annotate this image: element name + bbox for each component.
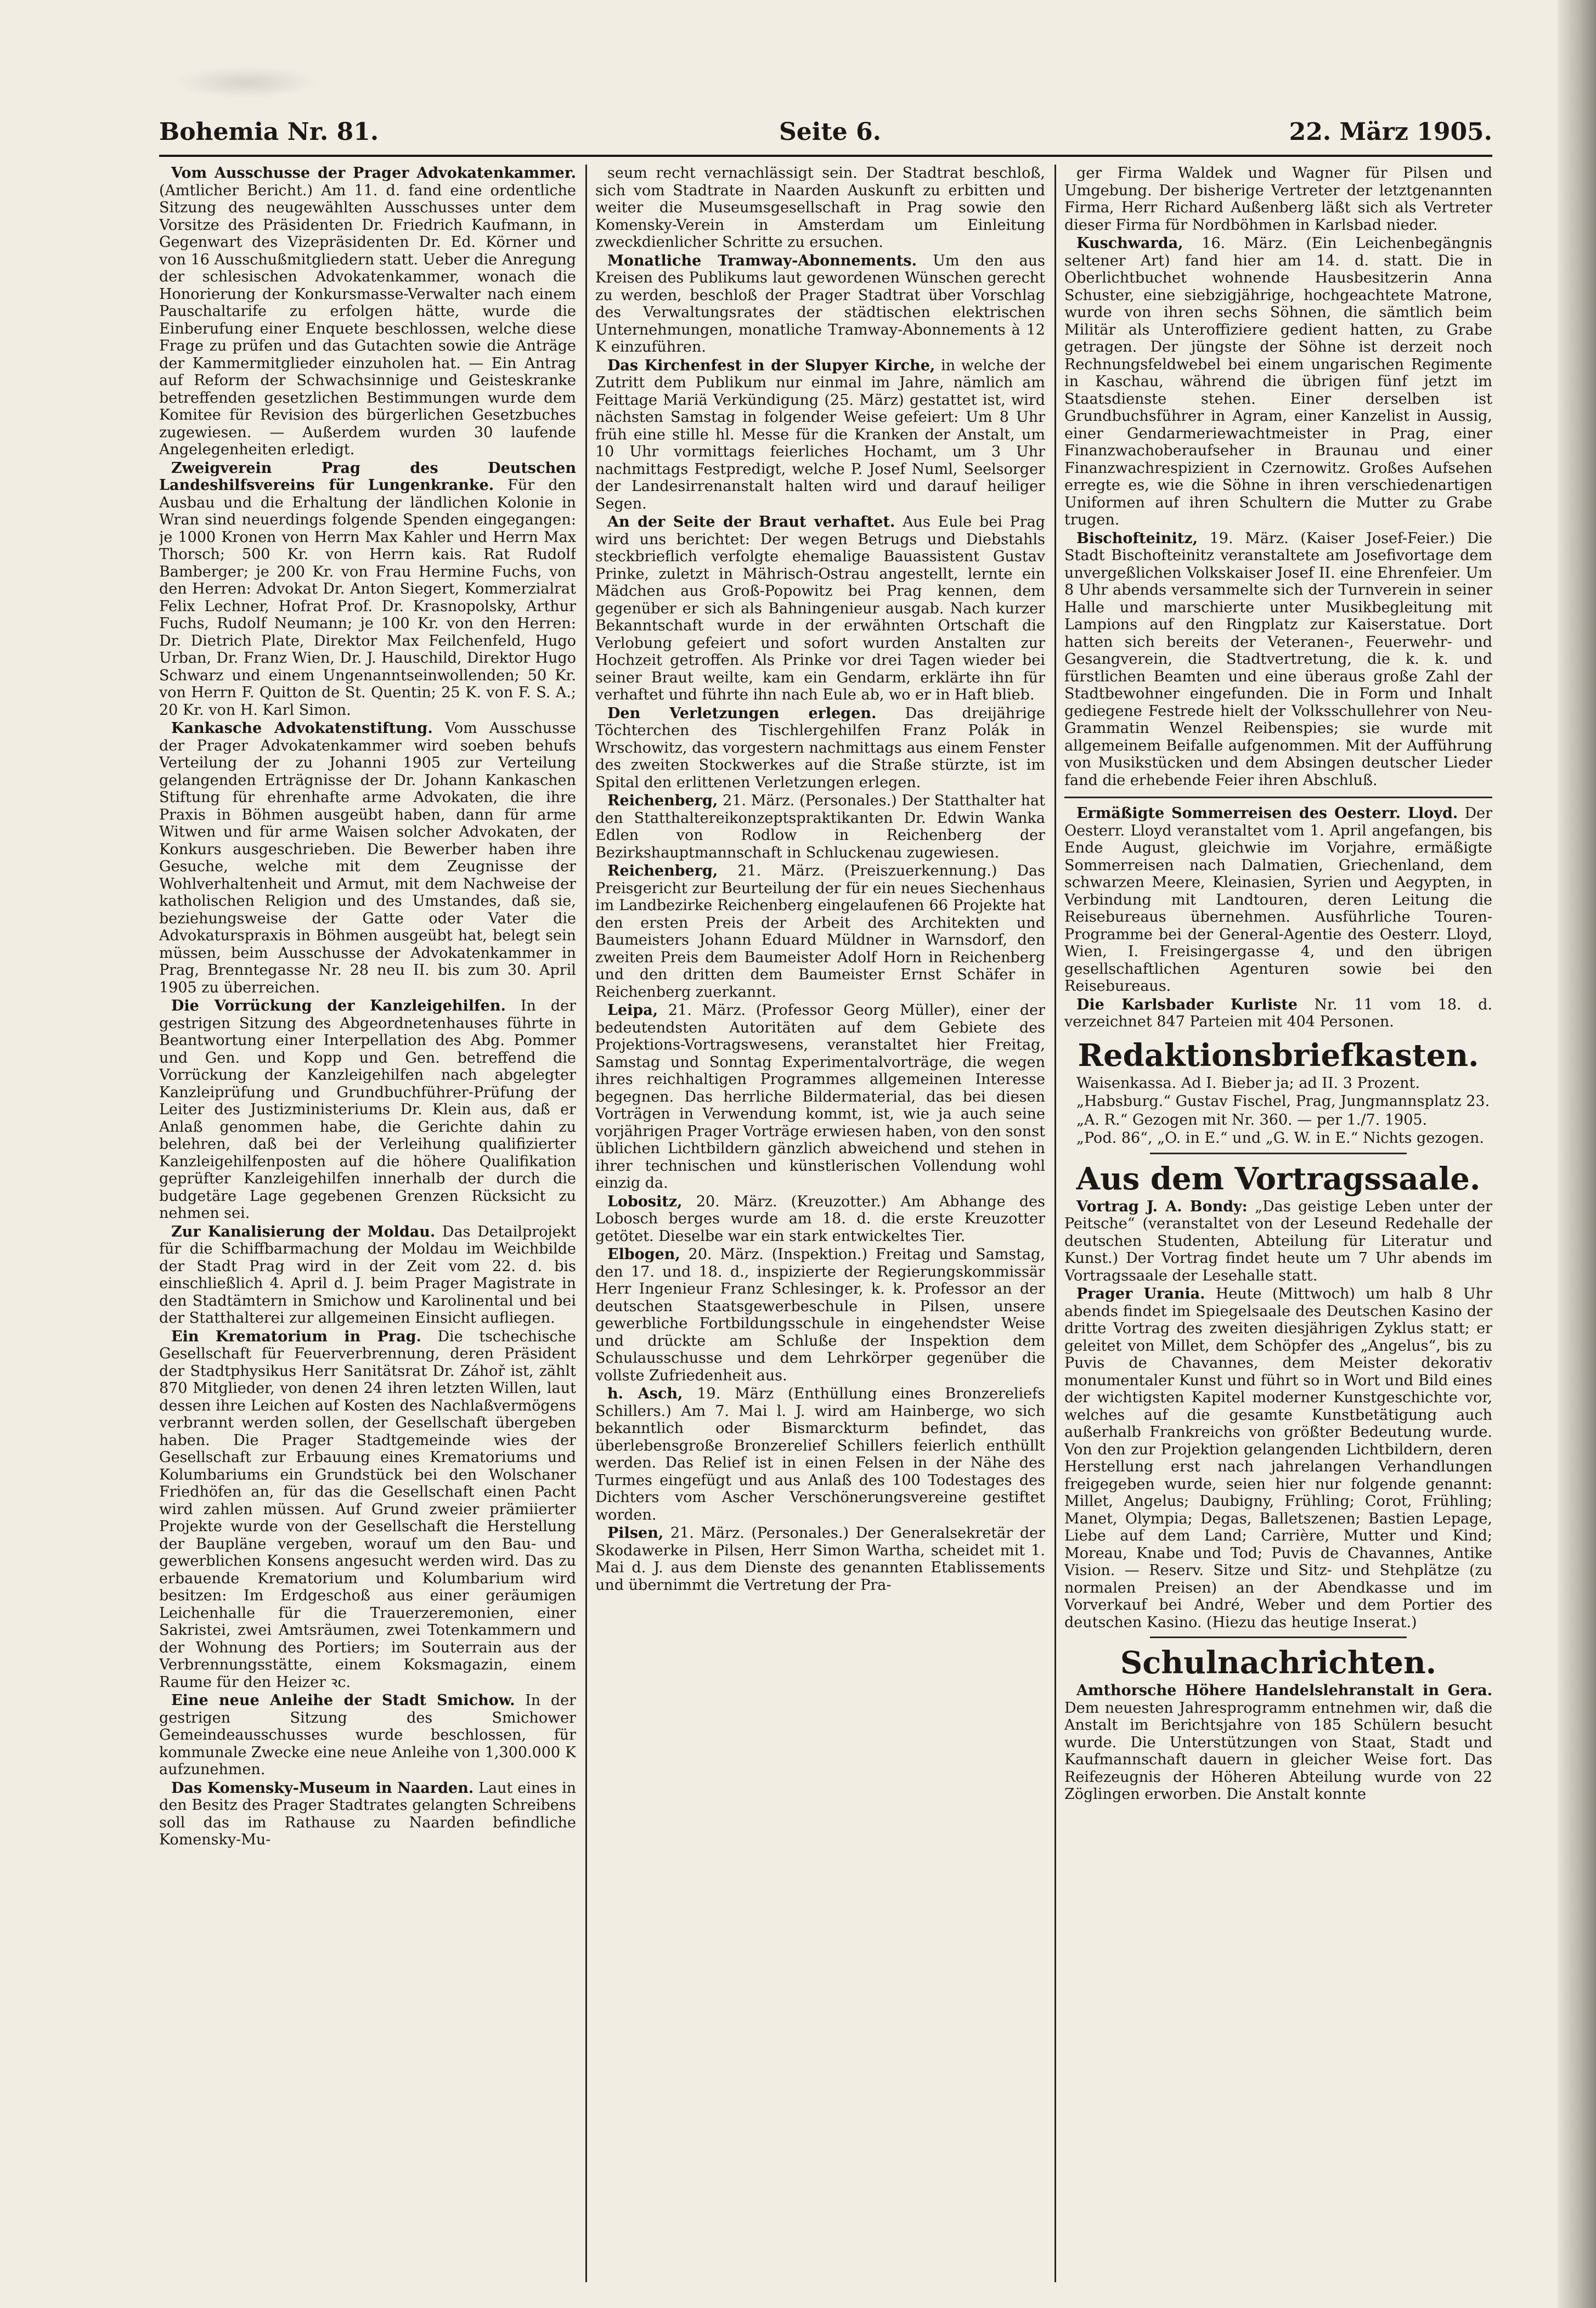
issue-date: 22. März 1905. <box>1289 118 1492 146</box>
news-headline: Pilsen, <box>607 1525 664 1542</box>
news-text: 21. März. (Personales.) Der Statthalter hat den Statthaltereikonzeptspraktikanten Dr. Edwin Wanka Edlen von Rodlow in Reichenberg der Bezirkshauptmannschaft in Schluckenau zugewiesen. <box>595 792 1045 861</box>
news-item <box>1064 805 1492 995</box>
news-item <box>595 513 1045 704</box>
news-headline: Zweigverein Prag des Deutschen Landeshilfsvereins für Lungenkranke. <box>159 459 576 494</box>
news-item <box>1064 1285 1492 1631</box>
news-item <box>595 357 1045 513</box>
column-3 <box>1064 165 1492 2282</box>
news-item <box>1064 1198 1492 1285</box>
news-headline: Reichenberg, <box>607 792 718 809</box>
news-text: Laut eines in den Besitz des Prager Stadtrates gelangten Schreibens soll das im Rathause zu Naarden befindliche Komensky-Mu- <box>159 1779 576 1848</box>
news-item <box>595 862 1045 1001</box>
news-headline: Vortrag J. A. Bondy: <box>1076 1198 1248 1215</box>
news-headline: Kankasche Advokatenstiftung. <box>171 720 433 737</box>
news-item <box>595 1193 1045 1245</box>
news-item <box>159 1328 576 1691</box>
news-text: In der gestrigen Sitzung des Smichower Gemeindeausschusses wurde beschlossen, für kommunale Zwecke eine neue Anleihe von 1,300.000 K aufzunehmen. <box>159 1692 576 1778</box>
page-number: Seite 6. <box>779 118 882 146</box>
news-headline: Elbogen, <box>607 1246 680 1263</box>
news-headline: Lobositz, <box>607 1193 683 1210</box>
news-headline: Monatliche Tramway-Abonnements. <box>607 252 917 269</box>
news-text: Der Oesterr. Lloyd veranstaltet vom 1. April angefangen, bis Ende August, gleichwie im Vorjahre, ermäßigte Sommerreisen nach Dalmatien, Griechenland, dem schwarzen Meere, Kleinasien, Syrien und Aegypten, in Verbindung mit Landtouren, deren Leitung die Reisebureaus übernehmen. Ausführliche Touren-Programme bei der General-Agentie des Oesterr. Lloyd, Wien, I. Freisingergasse 4, und den übrigen gesellschaftlichen Agenturen sowie bei den Reisebureaus. <box>1064 805 1492 995</box>
section-title-vortrag: Aus dem Vortragssaale. <box>1076 1160 1481 1197</box>
news-text: Heute (Mittwoch) um halb 8 Uhr abends findet im Spiegelsaale des Deutschen Kasino der dritte Vortrag des zweiten diesjährigen Zyklus statt; er geleitet von Millet, dem Schöpfer des „Angelus“, bis zu Puvis de Chavannes, dem Meister dekorativ monumentaler Kunst und führt so in Wort und Bild eines der wichtigsten Kapitel moderner Kunstgeschichte vor, welches auf die gesamte Kunstbetätigung auch außerhalb Frankreichs von größter Bedeutung wurde. Von den zur Projektion gelangenden Lichtbildern, deren Herstellung erst nach jahrelangen Verhandlungen freigegeben wurde, seien hier nur folgende genannt: Millet, Angelus; Daubigny, Frühling; Corot, Frühling; Manet, Olympia; Degas, Balletszenen; Bastien Lepage, Liebe auf dem Land; Carrière, Mutter und Kind; Moreau, Knabe und Tod; Puvis de Chavannes, Antike Vision. — Reserv. Sitze und Sitz- und Stehplätze (zu normalen Preisen) an der Abendkasse und im Vorverkauf bei André, Weber und dem Portier des deutschen Kasino. (Hiezu das heutige Inserat.) <box>1064 1285 1492 1631</box>
news-text: 21. März. (Personales.) Der Generalsekretär der Skodawerke in Pilsen, Herr Simon Wartha, scheidet mit 1. Mai d. J. aus dem Dienste des genannten Etablissements und übernimmt die Vertretung der Pra- <box>595 1525 1045 1594</box>
news-item <box>159 720 576 996</box>
letterbox-item: Waisenkassa. Ad I. Bieber ja; ad II. 3 Prozent. <box>1076 1074 1420 1092</box>
section-rule <box>1150 1153 1407 1154</box>
news-headline: Den Verletzungen erlegen. <box>607 704 877 722</box>
news-headline: An der Seite der Braut verhaftet. <box>607 513 895 531</box>
news-item <box>595 1385 1045 1523</box>
section-rule <box>1064 797 1492 798</box>
news-text: Um den aus Kreisen des Publikums laut gewordenen Wünschen gerecht zu werden, beschloß der Prager Stadtrat über Vorschlag des Verwaltungsrates der städtischen elektrischen Unternehmungen, monatliche Tramway-Abonnements à 12 K einzuführen. <box>595 252 1045 355</box>
news-text: Das Detailprojekt für die Schiffbarmachung der Moldau im Weichbilde der Stadt Prag wird in der Zeit vom 22. d. bis einschließlich 4. April d. J. beim Prager Magistrate in den Stadtämtern in Smichow und Karolinental und bei der Statthalterei zur allgemeinen Einsicht aufliegen. <box>159 1223 576 1327</box>
news-headline: Amthorsche Höhere Handelslehranstalt in Gera. <box>1076 1682 1492 1699</box>
news-item <box>159 997 576 1222</box>
header-rule <box>159 155 1492 157</box>
column-2 <box>595 165 1045 2282</box>
news-headline: Das Komensky-Museum in Naarden. <box>171 1779 474 1797</box>
letterbox-item: „Pod. 86“, „O. in E.“ und „G. W. in E.“ Nichts gezogen. <box>1076 1130 1485 1147</box>
news-text: 21. März. (Professor Georg Müller), einer der bedeutendsten Autoritäten auf dem Gebiete des Projektions-Vortragswesens, veranstaltet hier Freitag, Samstag und Sonntag Experimentalvorträge, die wegen ihres reichhaltigen Programmes allgemeinen Interesse begegnen. Das herrliche Bildermaterial, das bei diesen Vorträgen in Verwendung kommt, ist, wie ja auch seine vorjährigen Prager Vorträge erwiesen haben, von den sonst üblichen Lichtbildern gänzlich abweichend und stehen in ihrer technischen und künstlerischen Vollendung wohl einzig da. <box>595 1002 1045 1192</box>
news-headline: Ein Krematorium in Prag. <box>171 1328 421 1345</box>
scan-edge-shadow <box>1558 0 1596 2308</box>
column-rule <box>1054 165 1056 2282</box>
news-item <box>159 1780 576 1849</box>
scan-smudge <box>176 66 318 99</box>
news-text: ger Firma Waldek und Wagner für Pilsen und Umgebung. Der bisherige Vertreter der letztgenannten Firma, Herr Richard Außenberg läßt sich als Vertreter dieser Firma für Nordböhmen in Karlsbad nieder. <box>1064 165 1492 234</box>
letterbox-item: „A. R.“ Gezogen mit Nr. 360. — per 1./7. 1905. <box>1076 1111 1428 1128</box>
news-headline: Ermäßigte Sommerreisen des Oesterr. Lloyd. <box>1076 805 1458 822</box>
news-text: seum recht vernachlässigt sein. Der Stadtrat beschloß, sich vom Stadtrate in Naarden Auskunft zu erbitten und weiter die Museumsgesellschaft in Prag sowie den Komensky-Verein in Amsterdam um Einleitung zweckdienlicher Schritte zu ersuchen. <box>595 165 1045 251</box>
news-text: Die tschechische Gesellschaft für Feuerverbrennung, deren Präsident der Stadtphysikus Herr Sanitätsrat Dr. Záhoř ist, zählt 870 Mitglieder, von denen 24 ihren letzten Willen, laut dessen ihre Leichen auf Kosten des Nachlaßvermögens verbrannt werden sollen, der Gesellschaft übergeben haben. Die Prager Stadtgemeinde wies der Gesellschaft zur Erbauung eines Krematoriums und Kolumbariums ein Grundstück bei den Wolschaner Friedhöfen an, für das die Gesellschaft einen Pacht wird zahlen müssen. Auf Grund zweier prämiierter Projekte wurde von der Gesellschaft die Herstellung der Baupläne vergeben, worauf um den Bau- und gewerblichen Konsens angesucht werden wird. Das zu erbauende Krematorium und Kolumbarium wird besitzen: Im Erdgeschoß aus einer geräumigen Leichenhalle für die Trauerzeremonien, einer Sakristei, zwei Amtsräumen, zwei Totenkammern und der Wohnung des Portiers; im Souterrain aus der Verbrennungsstätte, einem Koksmagazin, einem Raume für den Heizer ꝛc. <box>159 1328 576 1691</box>
page-header <box>159 118 1492 151</box>
news-item <box>595 1525 1045 1594</box>
news-headline: Reichenberg, <box>607 862 718 879</box>
letterbox-item: „Habsburg.“ Gustav Fischel, Prag, Jungmannsplatz 23. <box>1076 1093 1490 1110</box>
newspaper-issue: Bohemia Nr. 81. <box>159 118 379 146</box>
column-1 <box>159 165 576 2282</box>
news-headline: Kuschwarda, <box>1076 235 1183 252</box>
section-title-redaktion: Redaktionsbriefkasten. <box>1078 1037 1479 1074</box>
news-headline: Bischofteinitz, <box>1076 529 1198 547</box>
section-rule <box>1150 1637 1407 1638</box>
news-text: „Das geistige Leben unter der Peitsche“ (veranstaltet von der Leseund Redehalle der deutschen Studenten, Abteilung für Literatur und Kunst.) Der Vortrag findet heute um 7 Uhr abends im Vortragssaale der Lesehalle statt. <box>1064 1198 1492 1284</box>
news-text: 20. März. (Inspektion.) Freitag und Samstag, den 17. und 18. d., inspizierte der Regierungskommissär Herr Ingenieur Franz Schlesinger, k. k. Professor an der deutschen Staatsgewerbeschule in Pilsen, unsere gewerbliche Fortbildungsschule in eingehendster Weise und drückte am Schluße der Inspektion dem Schulausschusse und dem Lehrkörper gegenüber die vollste Zufriedenheit aus. <box>595 1246 1045 1384</box>
news-headline: Zur Kanalisierung der Moldau. <box>171 1223 436 1240</box>
news-item <box>159 165 576 459</box>
news-item <box>595 165 1045 251</box>
news-item <box>159 1692 576 1779</box>
news-item <box>595 792 1045 861</box>
news-text: 19. März. (Kaiser Josef-Feier.) Die Stadt Bischofteinitz veranstaltete am Josefivortage dem unvergeßlichen Volkskaiser Josef II. eine Ehrenfeier. Um 8 Uhr abends versammelte sich der Turnverein in seiner Halle und marschierte unter Musikbegleitung mit Lampions auf den Ringplatz zur Kaiserstatue. Dort hatten sich bereits der Veteranen-, Feuerwehr- und Gesangverein, die Stadtvertretung, die k. k. und fürstlichen Beamten und eine überaus große Zahl der Stadtbewohner eingefunden. Die in Form und Inhalt gediegene Festrede hielt der Volksschullehrer von Neu-Grammatin Wenzel Reibenspies; sie wurde mit allgemeinem Beifalle aufgenommen. Mit der Aufführung von Musikstücken und dem Absingen deutscher Lieder fand die erhebende Feier ihren Abschluß. <box>1064 529 1492 789</box>
news-text: Für den Ausbau und die Erhaltung der ländlichen Kolonie in Wran sind neuerdings folgende Spenden eingegangen: je 1000 Kronen von Herrn Max Kahler und Herrn Max Thorsch; 500 Kr. von Herrn kais. Rat Rudolf Bamberger; je 200 Kr. von Frau Hermine Fuchs, von den Herren: Advokat Dr. Anton Siegert, Kommerzialrat Felix Lechner, Hofrat Prof. Dr. Krasnopolsky, Arthur Fuchs, Rudolf Neumann; je 100 Kr. von den Herren: Dr. Dietrich Plate, Direktor Max Feilchenfeld, Hugo Urban, Dr. Franz Wien, Dr. J. Hauschild, Direktor Hugo Schwarz und einem Ungenanntseinwollenden; 50 Kr. von Herrn F. Quitton de St. Quentin; 25 K. von F. S. A.; 20 Kr. von H. Karl Simon. <box>159 477 576 719</box>
news-text: Vom Ausschusse der Prager Advokatenkammer wird soeben behufs Verteilung der zu Johanni 1905 zur Verteilung gelangenden Erträgnisse der Dr. Johann Kankaschen Stiftung für ehrenhafte arme Advokaten, die ihre Praxis in Böhmen ausgeübt haben, dann für arme Witwen und für arme Waisen solcher Advokaten, der Konkurs ausgeschrieben. Die Bewerber haben ihre Gesuche, welche mit dem Zeugnisse der Wohlverhaltenheit und Armut, mit dem Nachweise der katholischen Religion und des Umstandes, daß sie, beziehungsweise der Gatte oder Vater die Advokaturspraxis in Böhmen ausgeübt hat, belegt sein müssen, beim Ausschusse der Advokatenkammer in Prag, Brenntegasse Nr. 28 neu II. bis zum 30. April 1905 zu überreichen. <box>159 720 576 996</box>
news-headline: h. Asch, <box>607 1385 683 1402</box>
news-item <box>159 460 576 719</box>
news-headline: Leipa, <box>607 1002 658 1019</box>
news-headline: Die Karlsbader Kurliste <box>1076 996 1298 1013</box>
news-headline: Prager Urania. <box>1076 1285 1205 1302</box>
news-item <box>1064 1682 1492 1803</box>
news-item <box>595 1002 1045 1192</box>
news-headline: Die Vorrückung der Kanzleigehilfen. <box>171 997 506 1014</box>
news-text: 19. März (Enthüllung eines Bronzereliefs Schillers.) Am 7. Mai l. J. wird am Hainberge, wo sich bekanntlich oder Bismarckturm befindet, das überlebensgroße Bronzerelief Schillers feierlich enthüllt werden. Das Relief ist in einen Felsen in der Nähe des Turmes eingefügt und aus Anlaß des 100 Todestages des Dichters vom Ascher Verschönerungsvereine gestiftet worden. <box>595 1385 1045 1523</box>
news-text: Dem neuesten Jahresprogramm entnehmen wir, daß die Anstalt im Berichtsjahre von 185 Schülern besucht wurde. Die Unterstützungen von Staat, Stadt und Kaufmannschaft dauern in gleicher Weise fort. Das Reifezeugnis der Höheren Abteilung wurde von 22 Zöglingen erworben. Die Anstalt konnte <box>1064 1699 1492 1803</box>
section-title-schul: Schulnachrichten. <box>1120 1645 1437 1681</box>
news-text: Aus Eule bei Prag wird uns berichtet: Der wegen Betrugs und Diebstahls steckbrieflich verfolgte ehemalige Bauassistent Gustav Prinke, zuletzt in Mährisch-Ostrau angestellt, lernte ein Mädchen aus Groß-Popowitz bei Prag kennen, dem gegenüber er sich als Bahningenieur ausgab. Nach kurzer Bekanntschaft wurde in der erwähnten Ortschaft die Verlobung gefeiert und sofort wurden Anstalten zur Hochzeit getroffen. Als Prinke vor drei Tagen wieder bei seiner Braut weilte, kam ein Gendarm, erklärte ihn für verhaftet und führte ihn nach Eule ab, wo er in Haft blieb. <box>595 513 1045 703</box>
news-item <box>1064 530 1492 789</box>
news-text: 21. März. (Preiszuerkennung.) Das Preisgericht zur Beurteilung der für ein neues Siechenhaus im Landbezirke Reichenberg eingelaufenen 66 Projekte hat den ersten Preis der Arbeit des Architekten und Baumeisters Johann Eduard Müldner in Warnsdorf, den zweiten Preis dem Baumeister Adolf Horn in Reichenberg und den dritten dem Baumeister Ernst Schäfer in Reichenberg zuerkannt. <box>595 862 1045 1001</box>
news-text: in welche der Zutritt dem Publikum nur einmal im Jahre, nämlich am Feittage Mariä Verkündigung (25. März) gestattet ist, wird nächsten Samstag in folgender Weise gefeiert: Um 8 Uhr früh eine stille hl. Messe für die Kranken der Anstalt, um 10 Uhr vormittags feierliches Hochamt, um 3 Uhr nachmittags Festpredigt, welche P. Josef Numl, Seelsorger der Landesirrenanstalt halten wird und darauf heiliger Segen. <box>595 357 1045 512</box>
column-rule <box>585 165 587 2282</box>
news-item <box>1064 235 1492 529</box>
news-item <box>595 705 1045 792</box>
news-item <box>1064 165 1492 234</box>
news-text: 20. März. (Kreuzotter.) Am Abhange des Lobosch berges wurde am 18. d. die erste Kreuzotter getötet. Dieselbe war ein stark entwickeltes Tier. <box>595 1193 1045 1245</box>
news-item <box>595 1246 1045 1384</box>
news-item <box>595 252 1045 356</box>
news-text: Nr. 11 vom 18. d. verzeichnet 847 Parteien mit 404 Personen. <box>1064 996 1492 1030</box>
news-headline: Eine neue Anleihe der Stadt Smichow. <box>171 1692 515 1709</box>
news-text: 16. März. (Ein Leichenbegängnis seltener Art) fand hier am 14. d. statt. Die in Oberlichtbuchet wohnende Hausbesitzerin Anna Schuster, eine siebzigjährige, hochgeachtete Matrone, wurde von ihren sechs Söhnen, die sämtlich beim Militär als Unteroffiziere gedient hatten, zu Grabe getragen. Der jüngste der Söhne ist derzeit noch Rechnungsfeldwebel bei einem ungarischen Regimente in Kaschau, während die übrigen fünf jetzt im Staatsdienste stehen. Einer derselben ist Grundbuchsführer in Agram, einer Kanzelist in Aussig, einer Gendarmeriewachtmeister in Prag, einer Finanzwachoberaufseher in Braunau und einer Finanzwachrespizient in Czernowitz. Großes Aufsehen erregte es, wie die Söhne in ihren verschiedenartigen Uniformen auf ihren Schultern die Mutter zu Grabe trugen. <box>1064 235 1492 528</box>
news-item <box>159 1223 576 1327</box>
news-text: In der gestrigen Sitzung des Abgeordnetenhauses führte in Beantwortung einer Interpellation des Abg. Pommer und Gen. und Kopp und Gen. betreffend die Vorrückung der Kanzleigehilfen nach abgelegter Kanzleiprüfung und Grundbuchführer-Prüfung der Leiter des Justizministeriums Dr. Klein aus, daß er Anlaß genommen habe, die Gerichte dahin zu belehren, daß bei der Verleihung qualifizierter Kanzleigehilfenposten auf die höhere Qualifikation geprüfter Kanzleigehilfen innerhalb der durch die budgetäre Lage gegebenen Grenzen Rücksicht zu nehmen sei. <box>159 997 576 1222</box>
news-item <box>1064 996 1492 1031</box>
news-headline: Das Kirchenfest in der Slupyer Kirche, <box>607 357 935 374</box>
news-headline: Vom Ausschusse der Prager Advokatenkammer. <box>171 165 576 182</box>
news-text: Das dreijährige Töchterchen des Tischlergehilfen Franz Polák in Wrschowitz, das vorgestern nachmittags aus einem Fenster des zweiten Stockwerkes auf die Straße stürzte, ist im Spital den erlittenen Verletzungen erlegen. <box>595 704 1045 791</box>
news-text: (Amtlicher Bericht.) Am 11. d. fand eine ordentliche Sitzung des neugewählten Ausschusses unter dem Vorsitze des Präsidenten Dr. Friedrich Kaufmann, in Gegenwart des Vizepräsidenten Dr. Ed. Körner und von 16 Ausschußmitgliedern statt. Ueber die Anregung der schlesischen Advokatenkammer, wonach die Honorierung der Konkursmasse-Verwalter nach einem Pauschaltarife zu erfolgen hätte, wurde die Einberufung einer Enquete beschlossen, welche diese Frage zu prüfen und das Gutachten sowie die Anträge der Kammermitglieder einzuholen hat. — Ein Antrag auf Reform der Schwachsinnige und Geisteskranke betreffenden gesetzlichen Bestimmungen wurde dem Komitee für Revision des bürgerlichen Gesetzbuches zugewiesen. — Außerdem wurden 30 laufende Angelegenheiten erledigt. <box>159 182 576 458</box>
